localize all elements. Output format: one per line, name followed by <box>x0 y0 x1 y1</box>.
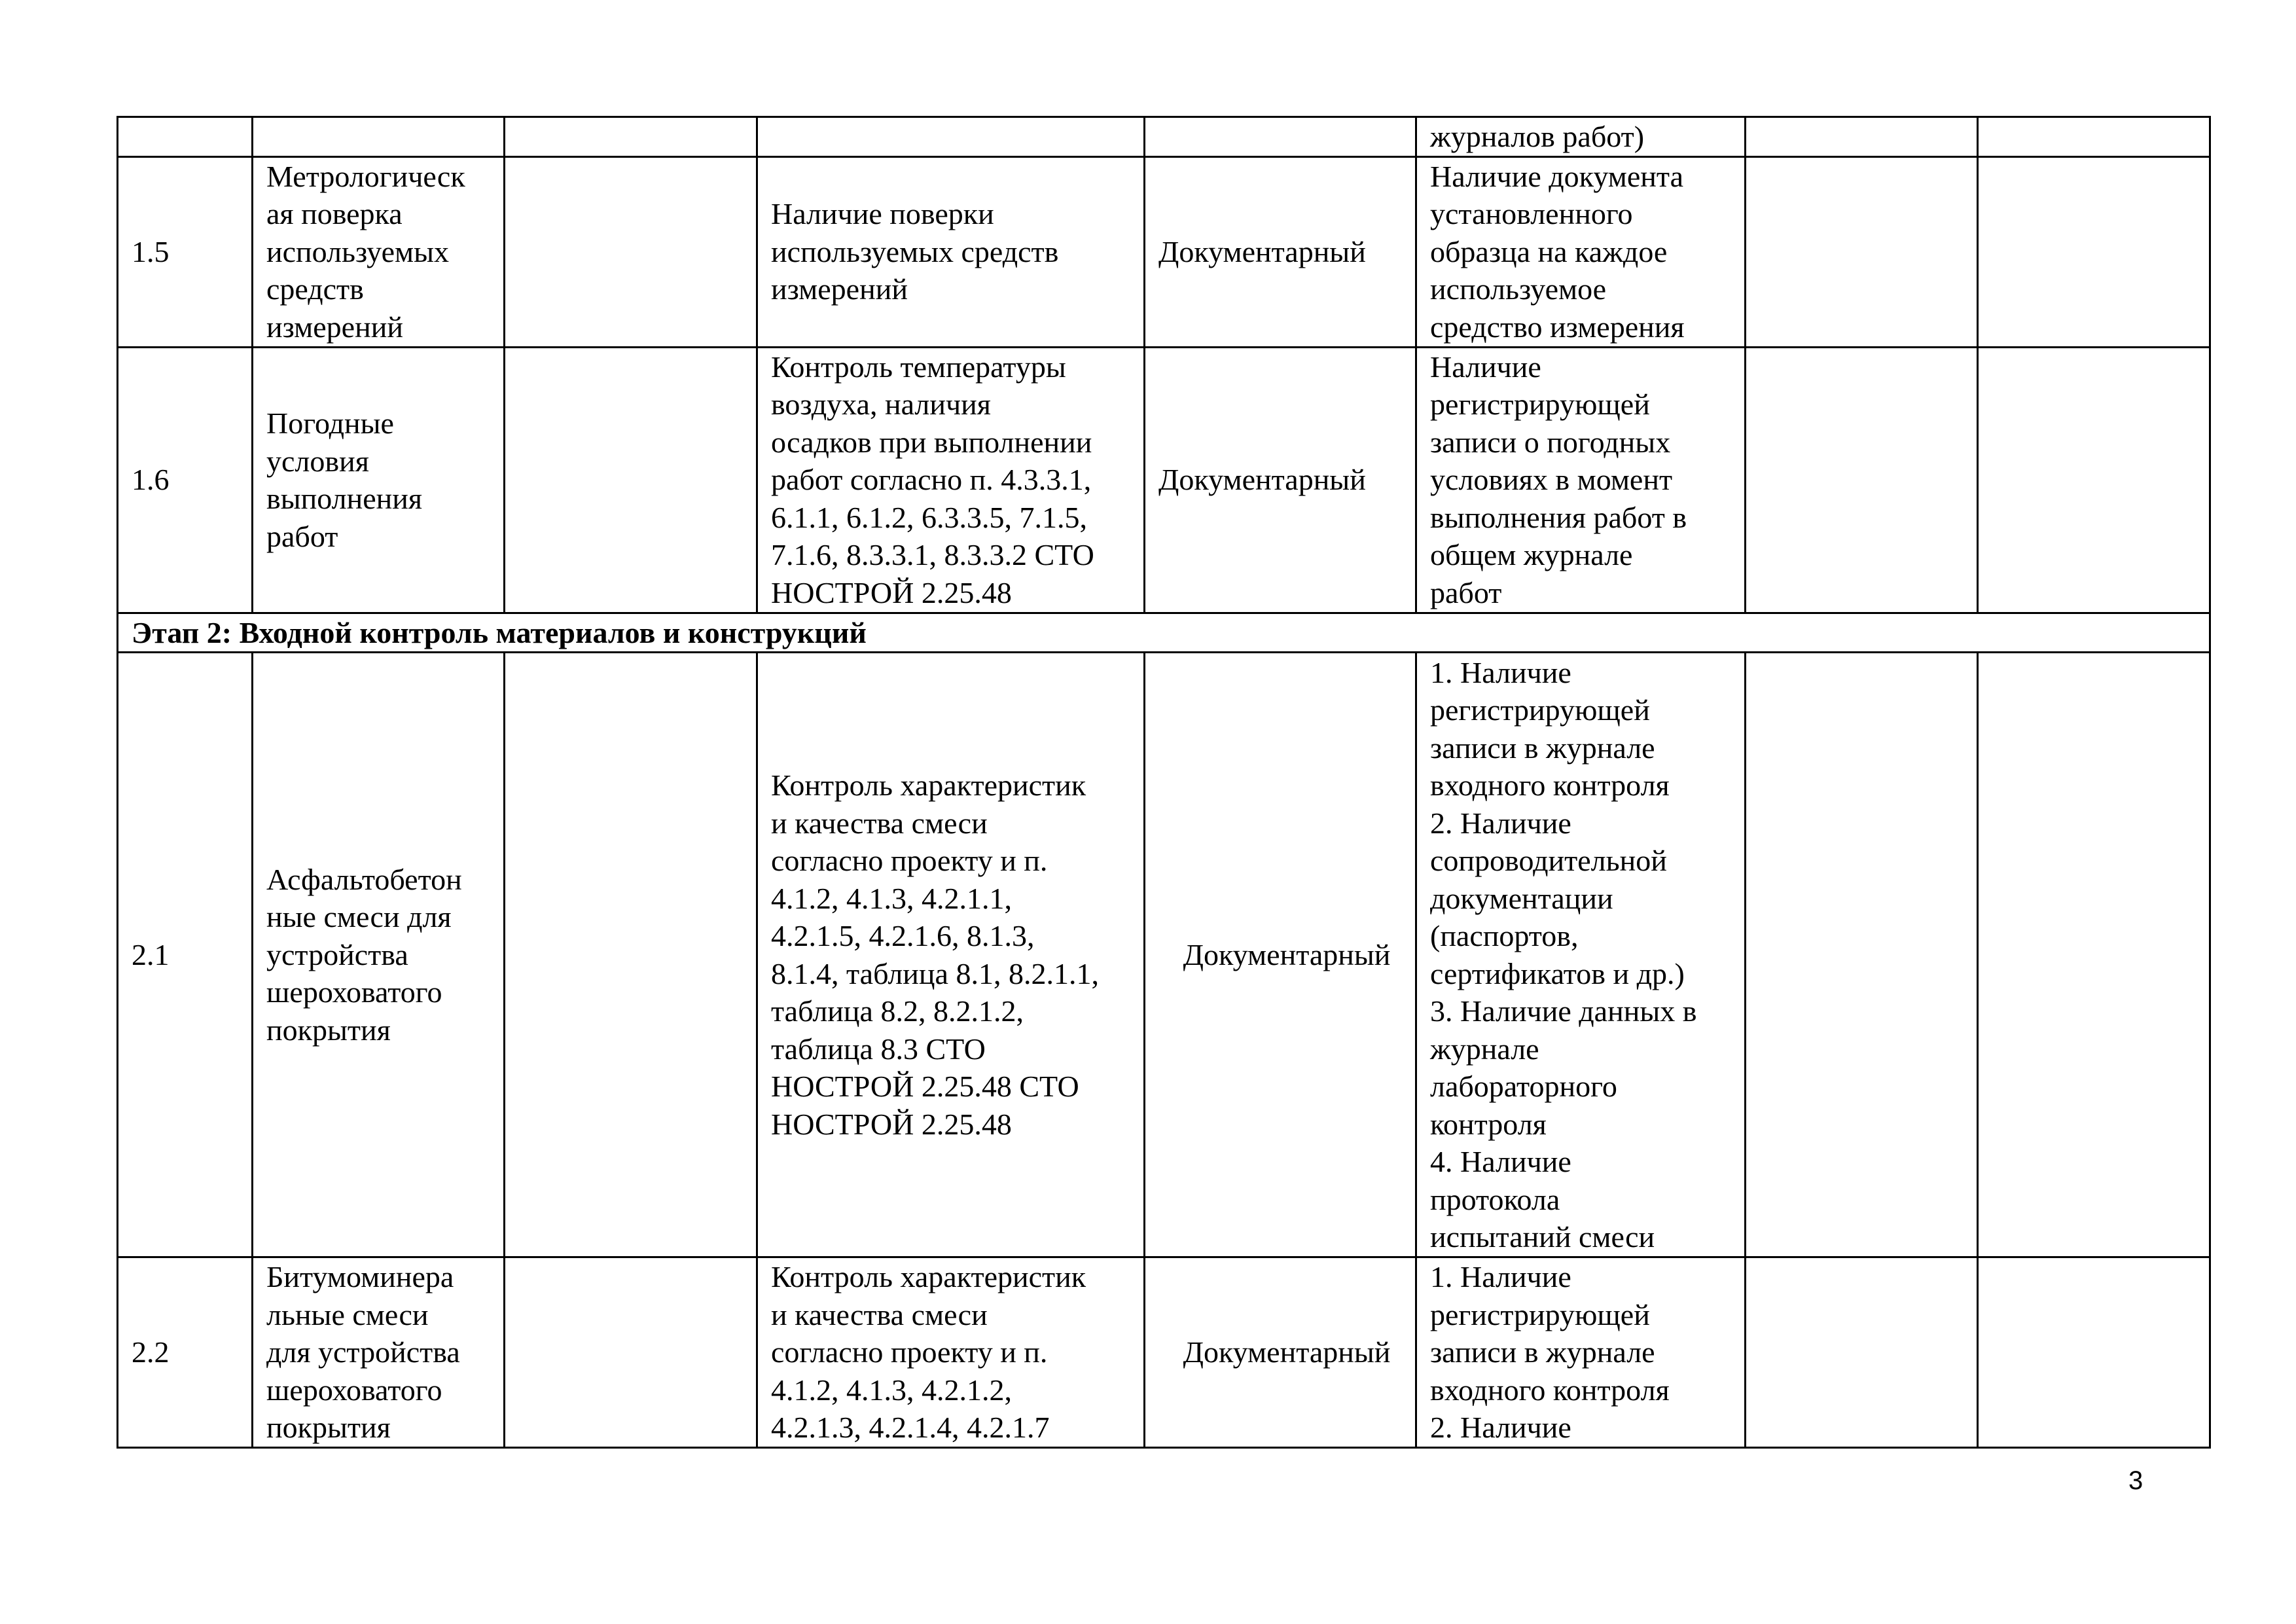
cell-line: записи в журнале <box>1430 731 1655 765</box>
cell-empty <box>1978 117 2210 157</box>
cell-line: используемых средств <box>771 234 1059 268</box>
cell-line: записи о погодных <box>1430 425 1671 459</box>
cell-line: таблица 8.2, 8.2.1.2, <box>771 994 1024 1028</box>
cell-doc <box>1416 156 1746 347</box>
cell-line: общем журнале <box>1430 538 1633 572</box>
page-number: 3 <box>2128 1466 2144 1495</box>
cell-method <box>1145 117 1416 157</box>
cell-line: Наличие документа <box>1430 159 1684 193</box>
cell-empty <box>1746 117 1978 157</box>
cell-control <box>757 347 1145 613</box>
cell-num <box>118 653 253 1257</box>
cell-empty <box>1978 1257 2210 1448</box>
cell-line: Контроль характеристик <box>771 1260 1086 1294</box>
cell-line: Контроль характеристик <box>771 768 1086 802</box>
cell-line: регистрирующей <box>1430 693 1650 727</box>
cell-line: протокола <box>1430 1182 1560 1216</box>
cell-line: 8.1.4, таблица 8.1, 8.2.1.1, <box>771 956 1099 990</box>
cell-line: для устройства <box>266 1335 460 1369</box>
cell-line: осадков при выполнении <box>771 425 1092 459</box>
row-number: 1.5 <box>132 234 170 268</box>
cell-empty <box>1746 653 1978 1257</box>
cell-line: 1. Наличие <box>1430 1260 1571 1294</box>
cell-empty <box>505 117 757 157</box>
cell-line: установленного <box>1430 197 1633 231</box>
table-row <box>118 156 2210 347</box>
table-row <box>118 117 2210 157</box>
cell-doc <box>1416 653 1746 1257</box>
cell-line: 2. Наличие <box>1430 1411 1571 1445</box>
cell-num <box>118 117 253 157</box>
cell-line: используемое <box>1430 272 1607 306</box>
cell-line: 3. Наличие данных в <box>1430 994 1697 1028</box>
cell-line: документации <box>1430 881 1613 915</box>
cell-line: устройства <box>266 937 408 971</box>
cell-method <box>1145 156 1416 347</box>
cell-line: согласно проекту и п. <box>771 1335 1048 1369</box>
cell-line: воздуха, наличия <box>771 388 991 422</box>
cell-line: используемых <box>266 234 450 268</box>
cell-line: 4. Наличие <box>1430 1145 1571 1178</box>
cell-num <box>118 1257 253 1448</box>
cell-line: сертификатов и др.) <box>1430 956 1685 990</box>
cell-line: шероховатого <box>266 975 442 1009</box>
stage-title-cell <box>118 613 2210 653</box>
cell-name <box>253 347 505 613</box>
cell-line: НОСТРОЙ 2.25.48 СТО <box>771 1070 1079 1103</box>
cell-line: работ <box>266 519 338 553</box>
cell-control <box>757 117 1145 157</box>
cell-line: ая поверка <box>266 197 403 231</box>
cell-line: таблица 8.3 СТО <box>771 1032 986 1066</box>
cell-line: журнале <box>1430 1032 1539 1066</box>
cell-line: выполнения <box>266 482 423 515</box>
cell-line: Контроль температуры <box>771 350 1066 384</box>
cell-method <box>1145 347 1416 613</box>
cell-line: покрытия <box>266 1013 391 1047</box>
table-row <box>118 347 2210 613</box>
cell-line: 7.1.6, 8.3.3.1, 8.3.3.2 СТО <box>771 538 1094 572</box>
cell-line: (паспортов, <box>1430 919 1579 952</box>
cell-line: шероховатого <box>266 1373 442 1407</box>
cell-empty <box>1978 653 2210 1257</box>
cell-line: измерений <box>771 272 908 306</box>
table-row <box>118 653 2210 1257</box>
row-number: 1.6 <box>132 463 170 497</box>
cell-line: Битумоминера <box>266 1260 454 1294</box>
cell-line: входного контроля <box>1430 1373 1670 1407</box>
cell-name <box>253 156 505 347</box>
cell-line: 1. Наличие <box>1430 655 1571 689</box>
cell-empty <box>505 653 757 1257</box>
cell-line: Погодные <box>266 406 394 440</box>
cell-empty <box>505 156 757 347</box>
cell-line: Наличие поверки <box>771 197 994 231</box>
cell-line: согласно проекту и п. <box>771 844 1048 877</box>
cell-name <box>253 653 505 1257</box>
cell-line: контроля <box>1430 1107 1547 1141</box>
cell-line: входного контроля <box>1430 768 1670 802</box>
cell-line: льные смеси <box>266 1297 429 1331</box>
table-row <box>118 1257 2210 1448</box>
cell-empty <box>505 347 757 613</box>
method-text: Документарный <box>1158 463 1366 497</box>
cell-method <box>1145 1257 1416 1448</box>
cell-control <box>757 156 1145 347</box>
cell-line: 4.1.2, 4.1.3, 4.2.1.2, <box>771 1373 1012 1407</box>
cell-line: и качества смеси <box>771 806 988 840</box>
cell-line: испытаний смеси <box>1430 1220 1655 1254</box>
cell-line: 6.1.1, 6.1.2, 6.3.3.5, 7.1.5, <box>771 500 1087 534</box>
stage-row <box>118 613 2210 653</box>
cell-empty <box>505 1257 757 1448</box>
cell-line: ные смеси для <box>266 900 452 934</box>
cell-empty <box>1746 1257 1978 1448</box>
row-number: 2.1 <box>132 937 170 971</box>
cell-line: измерений <box>266 310 403 344</box>
cell-line: условиях в момент <box>1430 463 1673 497</box>
cell-line: средств <box>266 272 364 306</box>
cell-doc <box>1416 117 1746 157</box>
cell-line: образца на каждое <box>1430 234 1668 268</box>
cell-line: и качества смеси <box>771 1297 988 1331</box>
cell-control <box>757 653 1145 1257</box>
cell-line: НОСТРОЙ 2.25.48 <box>771 1107 1012 1141</box>
cell-line: условия <box>266 444 369 478</box>
inspection-table <box>117 116 2211 1449</box>
cell-empty <box>1978 156 2210 347</box>
cell-empty <box>1746 347 1978 613</box>
cell-line: покрытия <box>266 1411 391 1445</box>
cell-line: 2. Наличие <box>1430 806 1571 840</box>
cell-line: регистрирующей <box>1430 1297 1650 1331</box>
cell-name <box>253 117 505 157</box>
method-text: Документарный <box>1183 1335 1391 1369</box>
cell-line: выполнения работ в <box>1430 500 1687 534</box>
cell-line: регистрирующей <box>1430 388 1650 422</box>
stage-title: Этап 2: Входной контроль материалов и конструкций <box>132 615 867 649</box>
method-text: Документарный <box>1183 937 1391 971</box>
method-text: Документарный <box>1158 234 1366 268</box>
cell-line: записи в журнале <box>1430 1335 1655 1369</box>
cell-line: средство измерения <box>1430 310 1685 344</box>
cell-empty <box>1978 347 2210 613</box>
cell-line: Наличие <box>1430 350 1541 384</box>
row-number: 2.2 <box>132 1335 170 1369</box>
cell-line: сопроводительной <box>1430 844 1667 877</box>
cell-doc <box>1416 1257 1746 1448</box>
cell-num <box>118 347 253 613</box>
cell-empty <box>1746 156 1978 347</box>
cell-method <box>1145 653 1416 1257</box>
cell-line: НОСТРОЙ 2.25.48 <box>771 575 1012 609</box>
cell-name <box>253 1257 505 1448</box>
cell-doc <box>1416 347 1746 613</box>
cell-line: 4.2.1.3, 4.2.1.4, 4.2.1.7 <box>771 1411 1050 1445</box>
cell-line: работ согласно п. 4.3.3.1, <box>771 463 1092 497</box>
cell-line: 4.1.2, 4.1.3, 4.2.1.1, <box>771 881 1012 915</box>
cell-line: работ <box>1430 575 1502 609</box>
cell-line: журналов работ) <box>1430 120 1645 153</box>
cell-control <box>757 1257 1145 1448</box>
cell-num <box>118 156 253 347</box>
cell-line: лабораторного <box>1430 1070 1617 1103</box>
cell-line: Асфальтобетон <box>266 862 462 896</box>
cell-line: 4.2.1.5, 4.2.1.6, 8.1.3, <box>771 919 1035 952</box>
cell-line: Метрологическ <box>266 159 465 193</box>
